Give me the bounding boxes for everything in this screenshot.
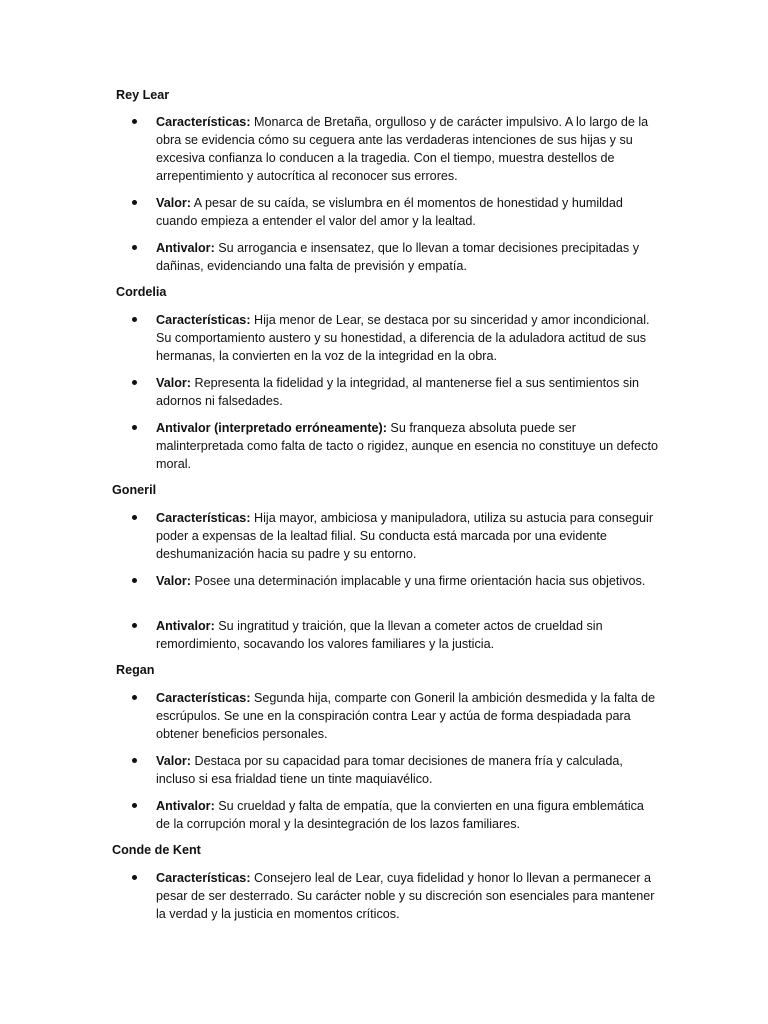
section-heading: Regan	[116, 663, 155, 677]
section-heading: Goneril	[112, 483, 157, 497]
item-text: Posee una determinación implacable y una firme orientación hacia sus objetivos.	[191, 574, 646, 588]
bullet-icon	[132, 578, 137, 583]
bullet-icon	[132, 317, 137, 322]
item-text: Su ingratitud y traición, que la llevan a cometer actos de crueldad sin remordimiento, socavando los valores familiares y la justicia.	[156, 619, 603, 651]
item-label: Características:	[156, 871, 251, 885]
item-text: Representa la fidelidad y la integridad, al mantenerse fiel a sus sentimientos sin adornos ni falsedades.	[156, 376, 640, 408]
item-text: Destaca por su capacidad para tomar decisiones de manera fría y calculada, incluso si esa frialdad tiene un tinte maquiavélico.	[156, 754, 623, 786]
section-heading: Rey Lear	[116, 88, 170, 102]
item-text: Su crueldad y falta de empatía, que la convierten en una figura emblemática de la corrupción moral y la desintegración de los lazos familiares.	[156, 799, 644, 831]
item-label: Antivalor:	[156, 619, 215, 633]
bullet-icon	[132, 200, 137, 205]
item-label: Características:	[156, 511, 251, 525]
bullet-icon	[132, 803, 137, 808]
item-text: Monarca de Bretaña, orgulloso y de carácter impulsivo. A lo largo de la obra se evidencia cómo su ceguera ante las verdaderas intenciones de sus hijas y su excesiva confianza lo conducen a la tragedia. Con el tiempo, muestra destellos de arrepentimiento y autocrítica al reconocer sus errores.	[156, 115, 649, 183]
bullet-icon	[132, 119, 137, 124]
item-label: Características:	[156, 691, 251, 705]
bullet-icon	[132, 758, 137, 763]
item-label: Valor:	[156, 376, 191, 390]
item-label: Antivalor (interpretado erróneamente):	[156, 421, 387, 435]
bullet-icon	[132, 515, 137, 520]
item-label: Valor:	[156, 574, 191, 588]
item-text: Consejero leal de Lear, cuya fidelidad y honor lo llevan a permanecer a pesar de ser desterrado. Su carácter noble y su discreción son esenciales para mantener la verdad y la justicia en momentos críticos.	[156, 871, 655, 921]
item-text: Segunda hija, comparte con Goneril la ambición desmedida y la falta de escrúpulos. Se une en la conspiración contra Lear y actúa de forma despiadada para obtener beneficios personales.	[156, 691, 656, 741]
item-label: Valor:	[156, 754, 191, 768]
item-label: Características:	[156, 313, 251, 327]
bullet-icon	[132, 380, 137, 385]
bullet-icon	[132, 695, 137, 700]
item-text: Su arrogancia e insensatez, que lo llevan a tomar decisiones precipitadas y dañinas, evidenciando una falta de previsión y empatía.	[156, 241, 640, 273]
item-text: A pesar de su caída, se vislumbra en él momentos de honestidad y humildad cuando empieza a entender el valor del amor y la lealtad.	[156, 196, 623, 228]
item-text: Hija menor de Lear, se destaca por su sinceridad y amor incondicional. Su comportamiento austero y su honestidad, a diferencia de la aduladora actitud de sus hermanas, la convierten en la voz de la integridad en la obra.	[156, 313, 650, 363]
item-label: Características:	[156, 115, 251, 129]
item-text: Su franqueza absoluta puede ser malinterpretada como falta de tacto o rigidez, aunque en esencia no constituye un defecto moral.	[156, 421, 658, 471]
bullet-icon	[132, 425, 137, 430]
bullet-icon	[132, 245, 137, 250]
section-heading: Cordelia	[116, 285, 167, 299]
bullet-icon	[132, 875, 137, 880]
item-text: Hija mayor, ambiciosa y manipuladora, utiliza su astucia para conseguir poder a expensas de la lealtad filial. Su conducta está marcada por una evidente deshumanización hacia su padre y su entorno.	[156, 511, 654, 561]
bullet-icon	[132, 623, 137, 628]
item-label: Valor:	[156, 196, 191, 210]
item-label: Antivalor:	[156, 799, 215, 813]
section-heading: Conde de Kent	[112, 843, 201, 857]
item-label: Antivalor:	[156, 241, 215, 255]
